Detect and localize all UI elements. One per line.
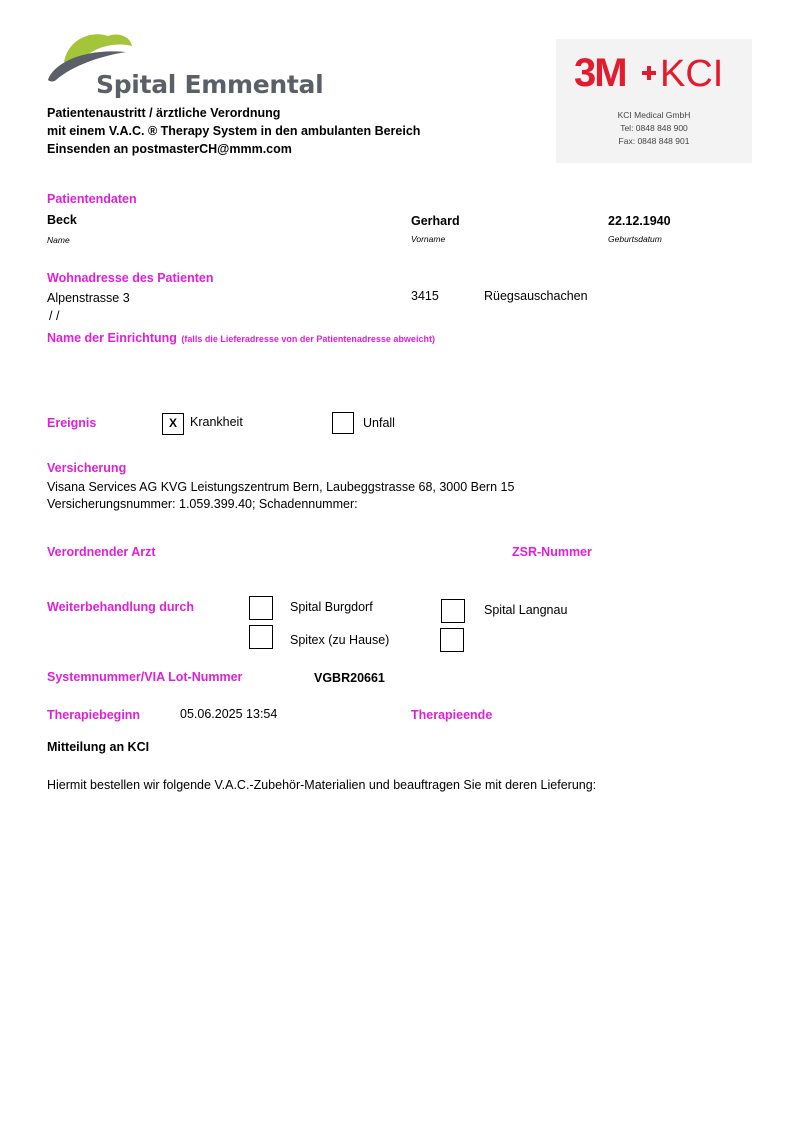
patient-firstname-label: Vorname <box>411 234 446 244</box>
system-number-value: VGBR20661 <box>314 671 385 685</box>
therapy-start-value: 05.06.2025 13:54 <box>180 707 278 721</box>
insurance-line-2: Versicherungsnummer: 1.059.399.40; Schadennummer: <box>47 497 358 511</box>
title-line-3: Einsenden an postmasterCH@mmm.com <box>47 142 292 156</box>
spitex-label: Spitex (zu Hause) <box>290 633 390 647</box>
address-city: Rüegsauschachen <box>484 289 588 303</box>
spital-langnau-label: Spital Langnau <box>484 603 568 617</box>
address-section-label: Wohnadresse des Patienten <box>47 271 214 285</box>
kci-company: KCI Medical GmbH <box>617 110 691 120</box>
doctor-label: Verordnender Arzt <box>47 545 156 559</box>
kci-tel: Tel: 0848 848 900 <box>620 123 688 133</box>
patient-name-value: Beck <box>47 213 77 227</box>
patient-firstname-value: Gerhard <box>411 214 460 228</box>
zsr-label: ZSR-Nummer <box>512 545 592 559</box>
therapy-end-label: Therapieende <box>411 708 493 722</box>
krankheit-label: Krankheit <box>190 415 243 429</box>
spital-burgdorf-label: Spital Burgdorf <box>290 600 373 614</box>
title-line-1: Patientenaustritt / ärztliche Verordnung <box>47 106 281 120</box>
checkbox-unlabeled[interactable] <box>440 628 464 652</box>
plus-icon <box>642 66 656 80</box>
checkbox-spital-langnau[interactable] <box>441 599 465 623</box>
address-zip: 3415 <box>411 289 439 303</box>
patient-birthdate-label: Geburtsdatum <box>608 234 662 244</box>
title-line-2: mit einem V.A.C. ® Therapy System in den ambulanten Bereich <box>47 124 421 138</box>
followup-label: Weiterbehandlung durch <box>47 600 194 614</box>
address-extra: / / <box>49 309 60 323</box>
system-number-label: Systemnummer/VIA Lot-Nummer <box>47 670 243 684</box>
address-street: Alpenstrasse 3 <box>47 291 130 305</box>
checkbox-spitex[interactable] <box>249 625 273 649</box>
kci-mark: KCI <box>660 53 724 95</box>
therapy-start-label: Therapiebeginn <box>47 708 141 722</box>
checkbox-krankheit[interactable] <box>162 413 184 435</box>
unfall-label: Unfall <box>363 416 395 430</box>
kci-logo-panel <box>556 39 752 163</box>
checkbox-spital-burgdorf[interactable] <box>249 596 273 620</box>
institution-note: (falls die Lieferadresse von der Patientenadresse abweicht) <box>181 334 435 344</box>
kci-3m-mark: 3M <box>574 51 626 95</box>
institution-label: Name der Einrichtung <box>47 331 177 345</box>
checkbox-unfall[interactable] <box>332 412 354 434</box>
message-text: Hiermit bestellen wir folgende V.A.C.-Zubehör-Materialien und beauftragen Sie mit deren Lieferung: <box>47 778 597 792</box>
message-title: Mitteilung an KCI <box>47 740 150 754</box>
patient-name-label: Name <box>47 235 70 245</box>
event-label: Ereignis <box>47 416 97 430</box>
logo-text: Spital Emmental <box>96 70 324 99</box>
institution-row <box>47 329 435 347</box>
insurance-line-1: Visana Services AG KVG Leistungszentrum Bern, Laubeggstrasse 68, 3000 Bern 15 <box>47 480 515 494</box>
insurance-label: Versicherung <box>47 461 127 475</box>
kci-fax: Fax: 0848 848 901 <box>618 136 690 146</box>
patient-section-label: Patientendaten <box>47 192 137 206</box>
patient-birthdate-value: 22.12.1940 <box>608 214 671 228</box>
checkbox-mark: X <box>168 416 177 430</box>
